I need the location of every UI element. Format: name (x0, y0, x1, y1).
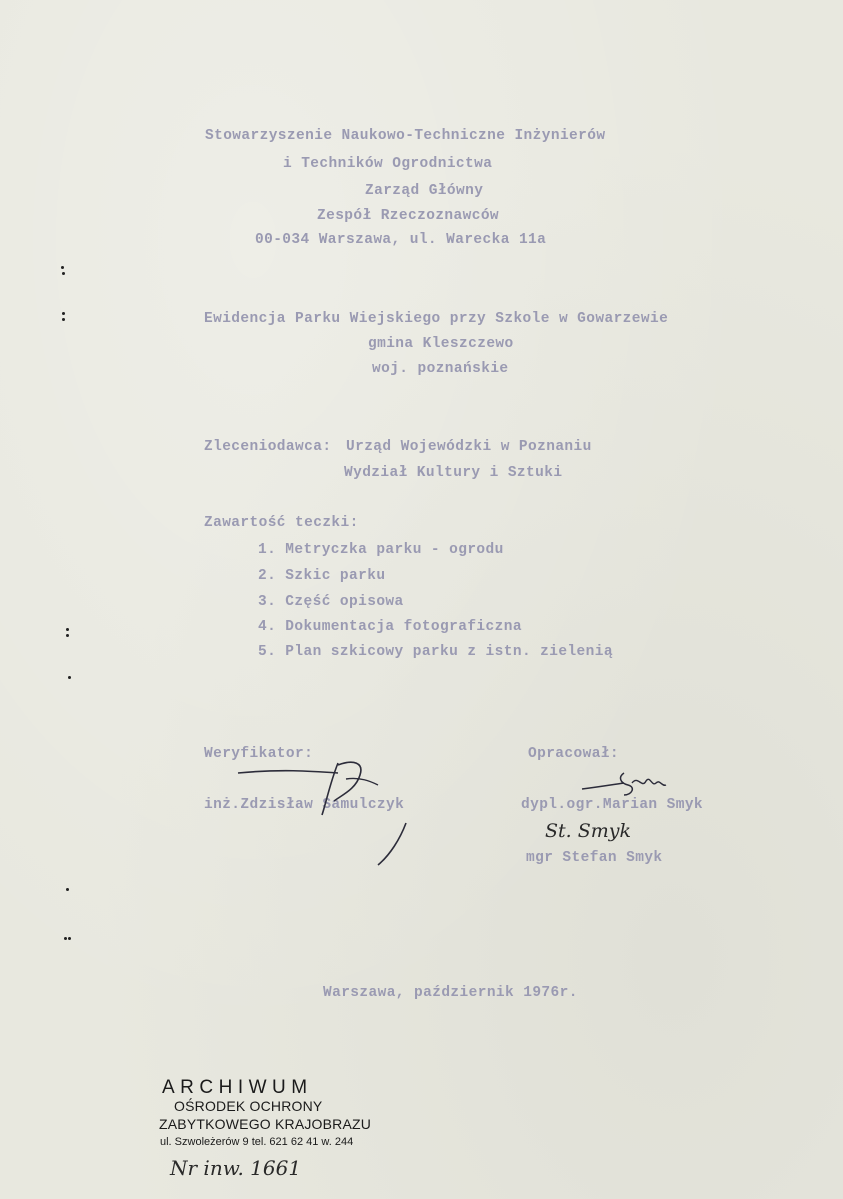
client-line-1: Urząd Wojewódzki w Poznaniu (346, 439, 592, 455)
punch-mark (64, 937, 67, 940)
punch-mark (61, 266, 64, 269)
subject-line-3: woj. poznańskie (372, 361, 509, 377)
punch-mark (68, 676, 71, 679)
contents-title: Zawartość teczki: (204, 515, 359, 531)
author-signature-1 (580, 765, 670, 805)
punch-mark (62, 318, 65, 321)
client-line-2: Wydział Kultury i Sztuki (344, 465, 563, 481)
header-line-5: 00-034 Warszawa, ul. Warecka 11a (255, 232, 547, 248)
subject-line-1: Ewidencja Parku Wiejskiego przy Szkole w Gowarzewie (204, 311, 669, 327)
header-line-3: Zarząd Główny (365, 183, 484, 199)
punch-mark (66, 628, 69, 631)
contents-item: 1. Metryczka parku - ogrodu (258, 542, 504, 558)
contents-item: 2. Szkic parku (258, 568, 386, 584)
verifier-label: Weryfikator: (204, 746, 314, 762)
verifier-name: inż.Zdzisław Samulczyk (204, 797, 405, 813)
punch-mark (66, 888, 69, 891)
stamp-title: ARCHIWUM (162, 1077, 313, 1098)
date-line: Warszawa, październik 1976r. (323, 985, 578, 1001)
stamp-line-1: OŚRODEK OCHRONY (174, 1098, 323, 1114)
header-line-4: Zespół Rzeczoznawców (317, 208, 500, 224)
verifier-signature (230, 755, 430, 875)
inventory-note: Nr inw. 1661 (170, 1156, 302, 1180)
header-line-1: Stowarzyszenie Naukowo-Techniczne Inżynierów (205, 128, 606, 144)
contents-item: 3. Część opisowa (258, 594, 404, 610)
client-label: Zleceniodawca: (204, 439, 332, 455)
contents-item: 4. Dokumentacja fotograficzna (258, 619, 522, 635)
punch-mark (66, 634, 69, 637)
subject-line-2: gmina Kleszczewo (368, 336, 514, 352)
punch-mark (68, 937, 71, 940)
punch-mark (62, 312, 65, 315)
contents-item: 5. Plan szkicowy parku z istn. zielenią (258, 644, 613, 660)
author-name-1: dypl.ogr.Marian Smyk (521, 797, 704, 813)
stamp-line-3: ul. Szwoleżerów 9 tel. 621 62 41 w. 244 (160, 1136, 354, 1148)
author-name-2: mgr Stefan Smyk (526, 850, 663, 866)
author-label: Opracował: (528, 746, 620, 762)
header-line-2: i Techników Ogrodnictwa (283, 156, 493, 172)
stamp-line-2: ZABYTKOWEGO KRAJOBRAZU (159, 1116, 372, 1132)
author-signature-2: St. Smyk (545, 820, 632, 842)
punch-mark (62, 272, 65, 275)
